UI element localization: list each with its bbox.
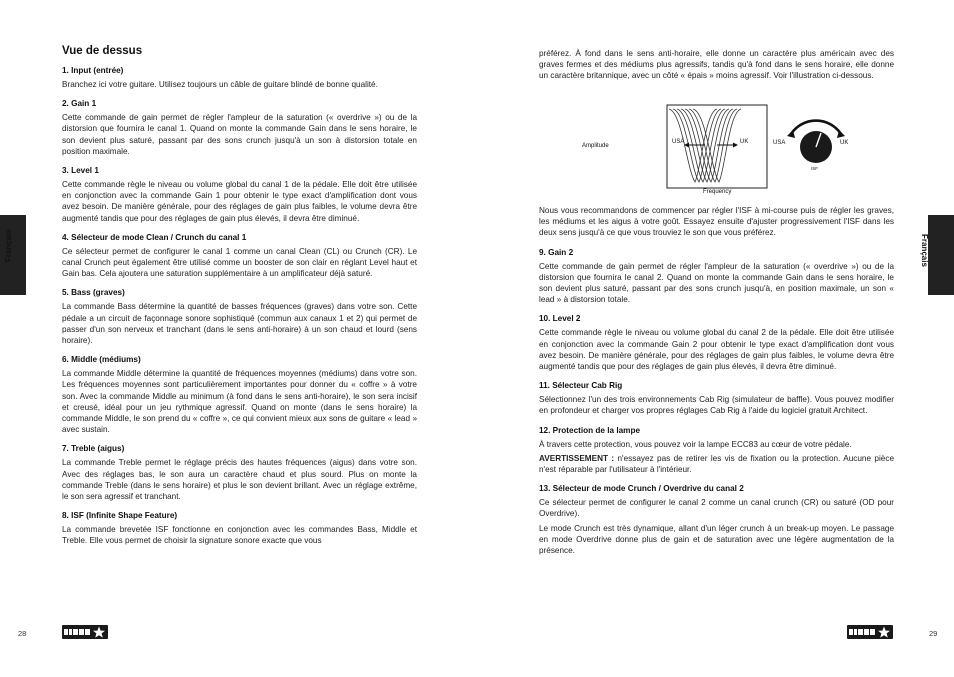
item-heading: 5. Bass (graves) [62, 288, 125, 298]
right-column-bottom [539, 205, 894, 564]
isf-recommendation-text: Nous vous recommandons de commencer par régler l'ISF à mi-course puis de régler les graves, les médiums et les aigus à votre goût. Essayez ensuite d'ajuster progressivement l'ISF dans les deux sens jusqu'à ce que vous trouviez le son que vous préférez. [539, 206, 894, 238]
item-heading: 10. Level 2 [539, 314, 581, 324]
side-label-right: Français [920, 234, 929, 267]
item-text: La commande Bass détermine la quantité de basses fréquences (graves) dans votre son. Cette pédale a un circuit de façonnage sonore sophistiqué (commun aux canaux 1 et 2) qui permet de passer d'un son nerveux et tranchant (dans le sens anti-horaire) à un son chaud et lourd (sens horaire). [62, 302, 417, 346]
item-heading: 4. Sélecteur de mode Clean / Crunch du canal 1 [62, 232, 247, 242]
item-text: Cette commande règle le niveau ou volume global du canal 2 de la pédale. Elle doit être utilisée en conjonction avec la commande Gain 2 pour obtenir le type exact d'amplification dont vous avez besoin. De manière générale, pour des réglages de gain plus faibles, le volume devra être augmenté tandis que pour des réglages de gain plus élevés, il devra être diminué. [539, 328, 894, 372]
side-tab-right [928, 215, 954, 295]
isf-diagram [577, 100, 857, 195]
item-bass [62, 287, 417, 346]
section-title: Vue de dessus [62, 45, 143, 57]
usa-curve-label: USA [672, 139, 685, 145]
blackstar-logo [847, 625, 893, 639]
item-heading: 13. Sélecteur de mode Crunch / Overdrive du canal 2 [539, 484, 744, 494]
item-text: Cette commande de gain permet de régler l'ampleur de la saturation (« overdrive ») ou de la distorsion que fournira le canal 2. Quand on monte la commande Gain dans le sens horaire, le son devient plus saturé, passant par des sons crunch jusqu'à, en position maximale, un son « lead » à distorsion totale. [539, 261, 894, 305]
item-text: Cette commande de gain permet de régler l'ampleur de la saturation (« overdrive ») ou de la distorsion que fournira le canal 1. Quand on monte la commande Gain dans le sens horaire, le son devient plus saturé, passant par des sons crunch jusqu'à un son à distorsion totale en position maximale. [62, 113, 417, 156]
amplitude-label: Amplitude [582, 143, 609, 149]
side-label-left: Français [4, 229, 13, 262]
item-level-1 [62, 165, 417, 224]
item-heading: 7. Treble (aigus) [62, 444, 125, 454]
right-column-top [539, 48, 894, 90]
item-text: Ce sélecteur permet de configurer le canal 1 comme un canal Clean (CL) ou Crunch (CR). Le canal Crunch peut également être utilisé comme un booster de son clair en réglant Level haut et Gain bas. Cela ajoutera une saturation supplémentaire à un amplificateur déjà saturé. [62, 246, 417, 279]
warning-body: n'essayez pas de retirer les vis de fixation ou la protection. Aucune pièce n'est réparable par l'utilisateur à l'intérieur. [539, 453, 894, 475]
knob-uk-label: UK [840, 140, 849, 146]
item-heading: 12. Protection de la lampe [539, 425, 641, 435]
item-heading: 3. Level 1 [62, 166, 99, 176]
warning-text [539, 453, 894, 475]
item-text: Ce sélecteur permet de configurer le canal 2 comme un canal crunch (CR) ou saturé (OD pour Overdrive). [539, 498, 894, 519]
item-heading: 8. ISF (Infinite Shape Feature) [62, 511, 178, 521]
item-heading: 1. Input (entrée) [62, 66, 124, 75]
item-text: Le mode Crunch est très dynamique, allant d'un léger crunch à un break-up moyen. Le passage en mode Overdrive donne plus de gain et de saturation avec une légère augmentation de la présence. [539, 523, 894, 556]
item-heading: 6. Middle (médiums) [62, 355, 141, 365]
item-middle [62, 354, 417, 435]
frequency-plot [667, 105, 767, 188]
item-gain-2 [539, 247, 894, 306]
item-cab-rig [539, 380, 894, 416]
item-mode-selector-1 [62, 232, 417, 280]
warning-label: AVERTISSEMENT : [539, 453, 615, 463]
item-level-2 [539, 313, 894, 372]
item-text: Branchez ici votre guitare. Utilisez toujours un câble de guitare blindé de bonne qualité. [62, 80, 378, 89]
item-heading: 2. Gain 1 [62, 99, 97, 109]
item-text: La commande Middle détermine la quantité de fréquences moyennes (médiums) dans votre son. Les fréquences moyennes sont particulièrement importantes pour donner du « coffre » à votre son. Avec la commande Middle au minimum (à fond dans le sens anti-horaire), le son sera incisif et creusé, idéal pour un jeu rythmique agressif. Quand on monte (dans le sens horaire) la commande Middle, le son prend du « coffre », ce qui convient mieux aux sons de guitare « lead » avec sustain. [62, 369, 417, 435]
frequency-label: Frequency [703, 189, 732, 195]
item-text: La commande Treble permet le réglage précis des hautes fréquences (aigus) dans votre son. Avec des réglages bas, le son aura un caractère chaud et plus sourd. Plus on monte la commande Treble (dans le sens horaire) et plus le son devient brillant. Avec un réglage extrême, le son sera agressif et tranchant. [62, 458, 417, 502]
item-text: Sélectionnez l'un des trois environnements Cab Rig (simulateur de baffle). Vous pouvez modifier en profondeur et charger vos propres réglages Cab Rig à l'aide du logiciel gratuit Architect. [539, 395, 894, 416]
item-text: À travers cette protection, vous pouvez voir la lampe ECC83 au cœur de votre pédale. [539, 439, 852, 449]
item-text: La commande brevetée ISF fonctionne en conjonction avec les commandes Bass, Middle et Treble. Elle vous permet de choisir la signature sonore exacte que vous [62, 525, 417, 546]
item-mode-selector-2 [539, 483, 894, 556]
item-heading: 11. Sélecteur Cab Rig [539, 381, 623, 391]
knob-isf-label: ISF [811, 166, 819, 171]
item-isf [62, 510, 417, 546]
page-number-left: 28 [18, 629, 27, 638]
item-treble [62, 443, 417, 502]
knob-usa-label: USA [773, 140, 786, 146]
item-input [62, 65, 417, 90]
page-number-right: 29 [929, 629, 938, 638]
item-text: Cette commande règle le niveau ou volume global du canal 1 de la pédale. Elle doit être utilisée en conjonction avec la commande Gain 1 pour obtenir le type exact d'amplification dont vous avez besoin. De manière générale, pour des réglages de gain plus faibles, le volume devra être augmenté tandis que pour des réglages de gain plus élevés, il devra être diminué. [62, 180, 417, 223]
uk-curve-label: UK [740, 139, 749, 145]
isf-continued-text: préférez. À fond dans le sens anti-horaire, elle donne un caractère plus américain avec des graves fermes et des médiums plus agressifs, tandis qu'à fond dans le sens horaire, elle donne un caractère britannique, avec un côté « épais » moins agressif. Voir l'illustration ci-dessous. [539, 49, 894, 81]
blackstar-logo [62, 625, 108, 639]
right-page [477, 0, 954, 677]
item-gain-1 [62, 98, 417, 157]
item-valve-protection [539, 425, 894, 476]
isf-knob [773, 121, 848, 171]
item-heading: 9. Gain 2 [539, 247, 574, 257]
left-column [62, 44, 417, 555]
